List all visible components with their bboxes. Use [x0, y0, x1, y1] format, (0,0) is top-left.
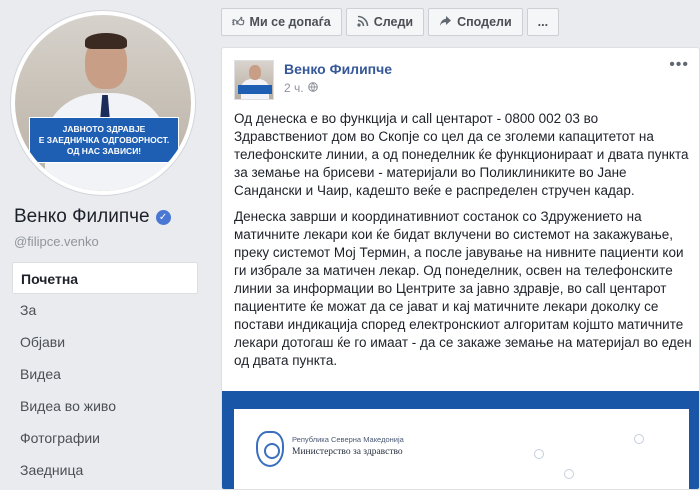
follow-button-label: Следи [373, 15, 414, 29]
avatar-face [249, 65, 261, 80]
post-body [234, 110, 694, 378]
nav-item-home[interactable]: Почетна [12, 262, 198, 294]
page-name-text: Венко Филипче [14, 206, 150, 227]
more-actions-button[interactable] [527, 8, 559, 36]
share-arrow-icon [439, 15, 452, 30]
globe-icon [308, 82, 318, 95]
profile-photo [15, 15, 191, 191]
coat-of-arms-icon [256, 431, 284, 467]
banner-line-3: ОД НАС ЗАВИСИ! [66, 146, 142, 156]
post-timestamp[interactable]: 2 ч. [284, 81, 304, 95]
post-author-name[interactable]: Венко Филипче [284, 61, 393, 77]
thumbs-up-icon: 👍︎ [232, 14, 245, 29]
page-action-bar [221, 8, 559, 36]
share-button-label: Сподели [457, 15, 512, 29]
nav-item-live-videos[interactable]: Видеа во живо [20, 398, 116, 414]
page-handle[interactable]: @filipce.venko [14, 234, 99, 249]
post-image-panel [234, 409, 689, 490]
post-paragraph-1: Од денеска е во функција и call центарот - 0800 002 03 во Здравствениот дом во Скопје со цел да се зголеми капацитетот на телефонските линии, а од понеделник ќе функционираат и двата пункта за земање на брисеви - материјали во Поликлиниките во Јане Сандански и Чаир, кадешто веќе е распределен стручен кадар. [234, 111, 689, 198]
page-name[interactable] [14, 206, 171, 228]
share-button[interactable] [428, 8, 523, 36]
person-hair [85, 33, 127, 49]
follow-button[interactable] [346, 8, 424, 36]
avatar-banner [238, 85, 272, 94]
nav-item-photos[interactable]: Фотографии [20, 430, 101, 446]
rss-icon [357, 15, 369, 30]
nav-item-posts[interactable]: Објави [20, 334, 66, 350]
image-republic-text: Република Северна Македонија [292, 435, 404, 444]
banner-line-1: ЈАВНОТО ЗДРАВЈЕ [62, 124, 146, 134]
more-actions-label: ... [537, 15, 549, 29]
post-card [221, 47, 700, 490]
post-options-button[interactable]: ••• [669, 56, 689, 73]
decorative-dot [634, 434, 644, 444]
banner-line-2: Е ЗАЕДНИЧКА ОДГОВОРНОСТ. [38, 135, 170, 145]
decorative-dot [534, 449, 544, 459]
verified-badge-icon: ✓ [156, 210, 171, 225]
image-ministry-text: Министерство за здравство [292, 447, 403, 457]
nav-item-about[interactable]: За [20, 302, 37, 318]
decorative-dot [564, 469, 574, 479]
left-column [0, 0, 205, 490]
nav-item-videos[interactable]: Видеа [20, 366, 61, 382]
like-page-button[interactable] [221, 8, 342, 36]
page-nav [12, 262, 198, 486]
profile-banner [29, 117, 179, 163]
post-image[interactable] [222, 391, 700, 490]
like-button-label: Ми се допаѓа [249, 15, 331, 29]
nav-item-community[interactable]: Заедница [20, 462, 84, 478]
post-paragraph-2: Денеска заврши и координативниот состанок со Здружението на матичните лекари кои ќе бидат вклучени во системот на закажување, преку системот Мој Термин, а после јавување на нивните пациенти кои ги избрале за матичен лекар. Од понеделник, освен на телефонските линии за информации во Центрите за јавно здравје, во call центарот пациентите ќе можат да се јават и кај матичните лекари доколку се постави индикација според електронскиот алгоритам којшто матичните лекари дотогаш ќе го имаат - да се закаже земање на материјал во еден од двата пункта. [234, 209, 692, 368]
profile-picture[interactable] [10, 10, 196, 196]
post-meta [284, 81, 318, 95]
post-author-avatar[interactable] [234, 60, 274, 100]
